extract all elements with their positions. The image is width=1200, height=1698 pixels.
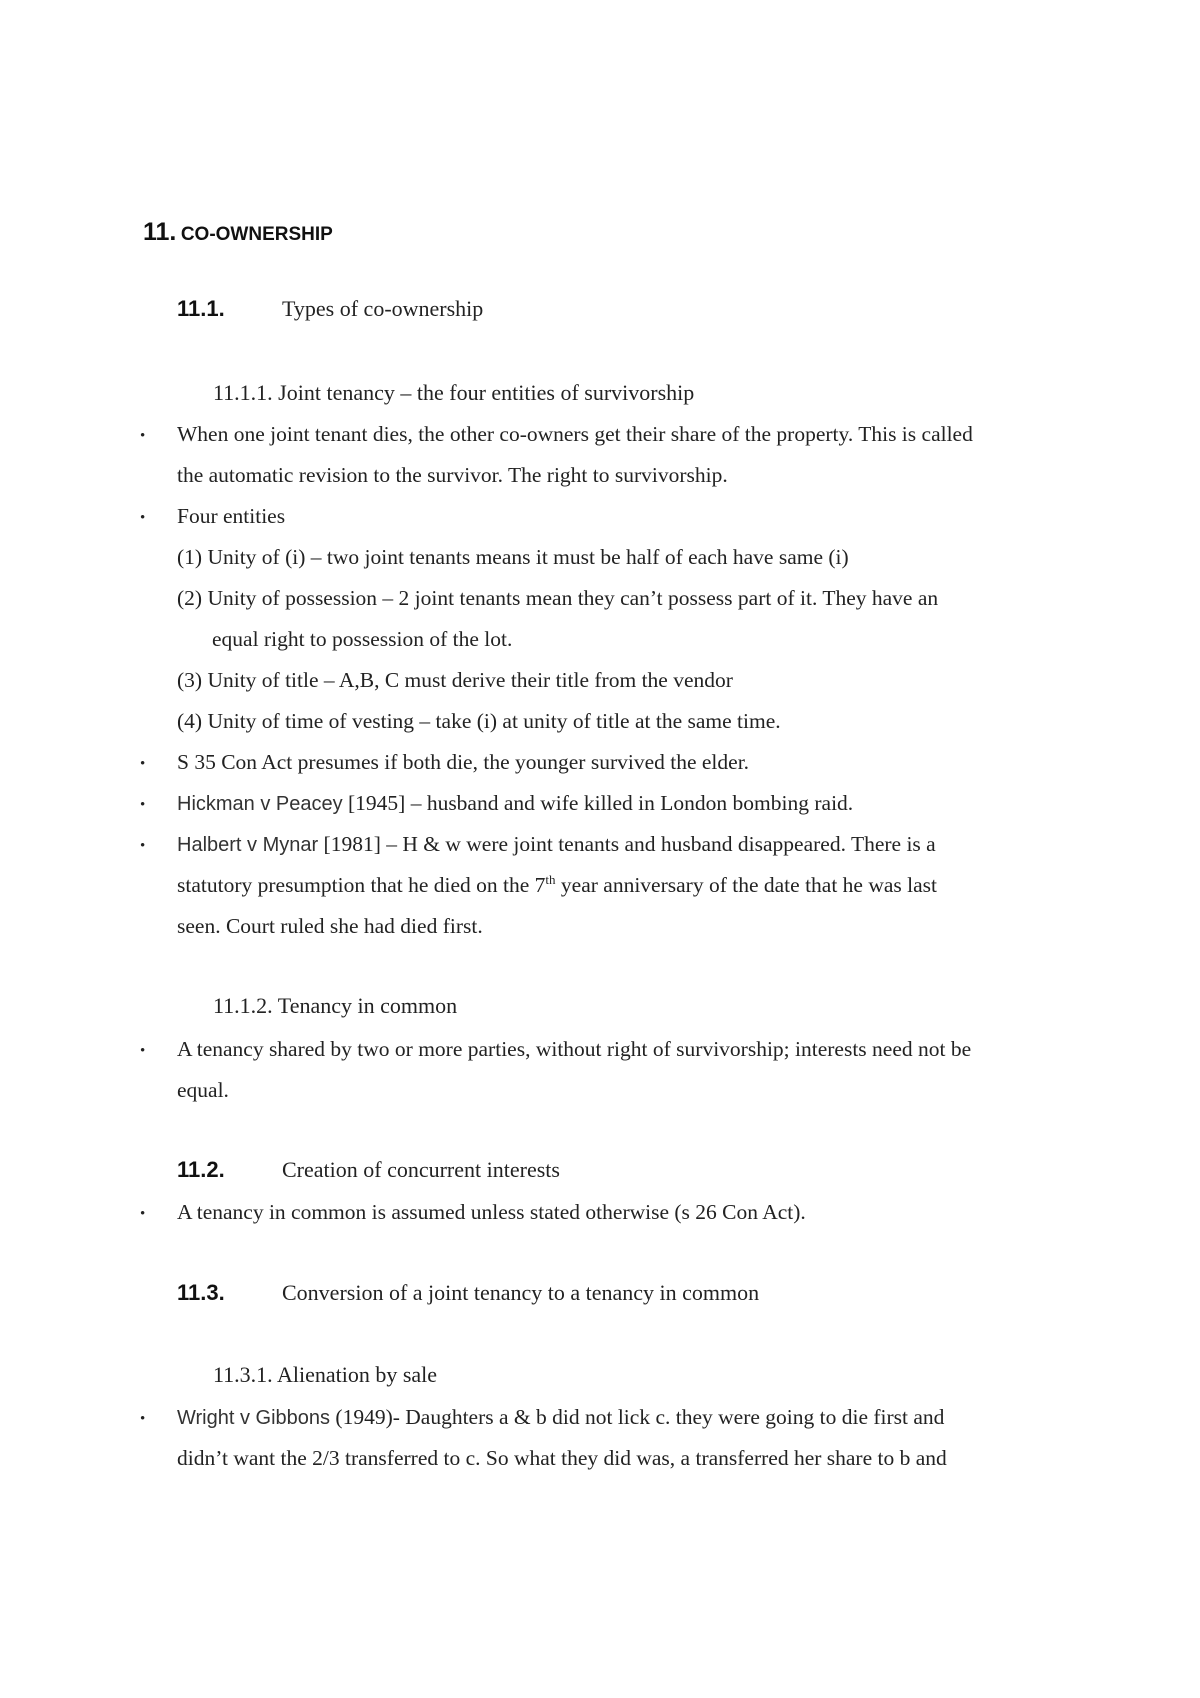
chapter-number: 11. <box>143 218 177 246</box>
paragraph-line: seen. Court ruled she had died first. <box>177 914 483 938</box>
superscript: th <box>545 871 556 887</box>
case-name: Hickman v Peacey <box>177 793 343 815</box>
unity-item-3: (3) Unity of title – A,B, C must derive their title from the vendor <box>177 668 733 692</box>
unity-item-2-cont: equal right to possession of the lot. <box>212 627 513 651</box>
section-heading-11-1 <box>177 296 483 322</box>
section-heading-11-3 <box>177 1280 759 1306</box>
section-title: Conversion of a joint tenancy to a tenancy in common <box>282 1280 760 1305</box>
text-fragment: statutory presumption that he died on the 7 <box>177 873 546 897</box>
bullet: • <box>140 428 146 444</box>
paragraph-line: didn’t want the 2/3 transferred to c. So what they did was, a transferred her share to b and <box>177 1446 947 1470</box>
bullet: • <box>140 1206 146 1222</box>
bullet: • <box>140 756 146 772</box>
paragraph-line: Four entities <box>177 504 286 528</box>
chapter-heading <box>143 218 333 247</box>
bullet: • <box>140 797 146 813</box>
bullet: • <box>140 838 146 854</box>
chapter-title: CO-OWNERSHIP <box>180 224 333 245</box>
paragraph-line: the automatic revision to the survivor. The right to survivorship. <box>177 463 728 487</box>
section-heading-11-2 <box>177 1157 560 1183</box>
bullet: • <box>140 510 146 526</box>
paragraph-line: S 35 Con Act presumes if both die, the younger survived the elder. <box>177 750 750 774</box>
section-number: 11.1. <box>177 296 225 321</box>
unity-item-1: (1) Unity of (i) – two joint tenants means it must be half of each have same (i) <box>177 545 849 569</box>
subsection-heading-11-1-1: 11.1.1. Joint tenancy – the four entities of survivorship <box>213 380 695 405</box>
paragraph-line: equal. <box>177 1078 229 1102</box>
paragraph-line <box>177 1402 944 1433</box>
section-number: 11.3. <box>177 1280 225 1305</box>
subsection-heading-11-3-1: 11.3.1. Alienation by sale <box>213 1362 438 1387</box>
unity-item-2: (2) Unity of possession – 2 joint tenants mean they can’t possess part of it. They have an <box>177 586 939 610</box>
paragraph-line: When one joint tenant dies, the other co-owners get their share of the property. This is called <box>177 422 973 446</box>
case-text: [1945] – husband and wife killed in London bombing raid. <box>342 791 854 815</box>
subsection-heading-11-1-2: 11.1.2. Tenancy in common <box>213 993 458 1018</box>
paragraph-line: A tenancy in common is assumed unless stated otherwise (s 26 Con Act). <box>177 1200 806 1224</box>
case-name: Wright v Gibbons <box>177 1407 331 1429</box>
bullet: • <box>140 1411 146 1427</box>
section-title: Types of co-ownership <box>282 296 484 321</box>
paragraph-line: A tenancy shared by two or more parties, without right of survivorship; interests need not be <box>177 1037 972 1061</box>
bullet: • <box>140 1043 146 1059</box>
text-fragment: year anniversary of the date that he was last <box>555 873 938 897</box>
paragraph-line <box>177 829 936 860</box>
case-name: Halbert v Mynar <box>177 834 319 856</box>
section-title: Creation of concurrent interests <box>282 1157 560 1182</box>
unity-item-4: (4) Unity of time of vesting – take (i) at unity of title at the same time. <box>177 709 781 733</box>
case-text: (1949)- Daughters a & b did not lick c. they were going to die first and <box>330 1405 945 1429</box>
section-number: 11.2. <box>177 1157 225 1182</box>
paragraph-line <box>177 788 853 819</box>
case-text: [1981] – H & w were joint tenants and husband disappeared. There is a <box>318 832 936 856</box>
paragraph-line <box>177 870 937 900</box>
